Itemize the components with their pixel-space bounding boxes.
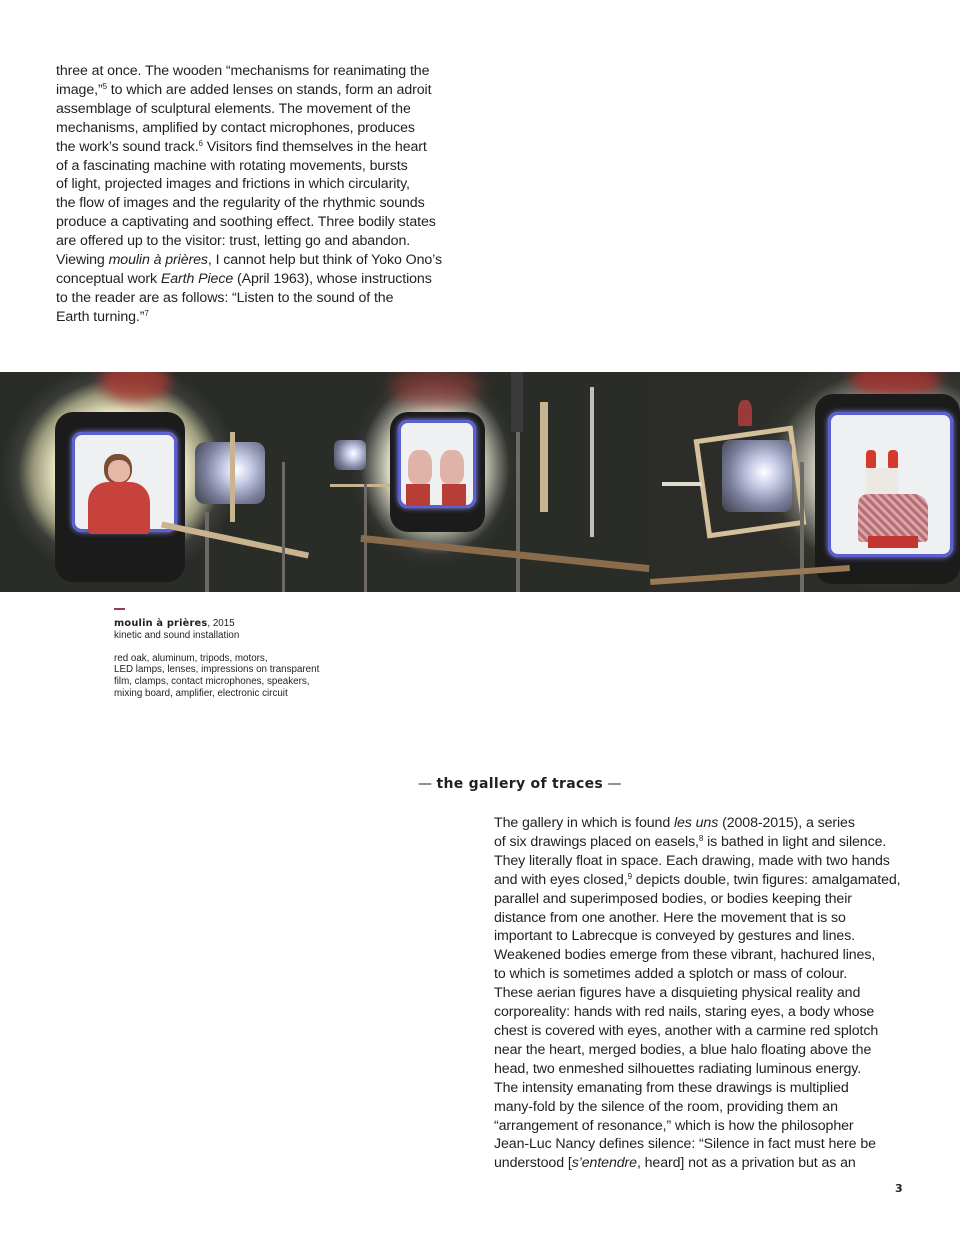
artwork-materials-4: mixing board, amplifier, electronic circuit: [114, 687, 288, 699]
text-line: of a fascinating machine with rotating movements, bursts: [56, 157, 408, 174]
text-line: parallel and superimposed bodies, or bodies keeping their: [494, 890, 852, 907]
heading-dash-left: —: [418, 776, 437, 792]
installation-photo-strip: [0, 372, 960, 592]
section-heading: [418, 776, 621, 792]
text-line: are offered up to the visitor: trust, letting go and abandon.: [56, 233, 411, 250]
body-paragraph-top: [56, 62, 456, 327]
figure-covering-face: [88, 454, 150, 534]
artwork-title-line: [114, 618, 319, 630]
text-line: The intensity emanating from these drawings is multiplied: [494, 1079, 849, 1096]
text-line: corporeality: hands with red nails, staring eyes, a body whose: [494, 1004, 875, 1021]
text-line: “arrangement of resonance,” which is how the philosopher: [494, 1117, 854, 1134]
text-line: chest is covered with eyes, another with a carmine red splotch: [494, 1022, 879, 1039]
photo-panel-hands: [320, 372, 650, 592]
text-line: head, two enmeshed silhouettes radiating luminous energy.: [494, 1060, 862, 1077]
text-line: mechanisms, amplified by contact microphones, produces: [56, 119, 415, 136]
text-line: distance from one another. Here the movement that is so: [494, 909, 846, 926]
italic-title: Earth Piece: [160, 270, 234, 287]
artwork-materials-2: LED lamps, lenses, impressions on transparent: [114, 664, 320, 676]
text-line: assemblage of sculptural elements. The movement of the: [56, 100, 411, 117]
text-line: and with eyes closed,$^9$ depicts double, twin figures: amalgamated,: [494, 871, 901, 888]
text-line: Viewing moulin à prières, I cannot help but think of Yoko Ono’s: [56, 252, 442, 269]
artwork-caption: [114, 608, 319, 699]
page-number: 3: [895, 1182, 903, 1195]
footnote-marker: 8: [698, 833, 704, 843]
text-line: produce a captivating and soothing effect. Three bodily states: [56, 214, 436, 231]
text-line: Weakened bodies emerge from these vibrant, hachured lines,: [494, 947, 876, 964]
artwork-materials-3: film, clamps, contact microphones, speakers,: [114, 675, 310, 687]
text-line: near the heart, merged bodies, a blue halo floating above the: [494, 1041, 872, 1058]
text-line: three at once. The wooden “mechanisms for reanimating the: [56, 63, 430, 79]
text-line: They literally float in space. Each drawing, made with two hands: [494, 852, 890, 869]
italic-title: s’entendre: [571, 1155, 637, 1172]
heading-text: the gallery of traces: [436, 776, 604, 792]
text-line: These aerian figures have a disquieting physical reality and: [494, 985, 861, 1002]
photo-panel-face: [0, 372, 320, 592]
text-line: of six drawings placed on easels,$^8$ is bathed in light and silence.: [494, 833, 887, 850]
italic-title: moulin à prières: [108, 252, 208, 269]
text-line: understood [s’entendre, heard] not as a privation but as an: [494, 1155, 856, 1172]
photo-panel-legs: [650, 372, 960, 592]
text-line: image,”$^5$ to which are added lenses on stands, form an adroit: [56, 81, 432, 98]
text-line: important to Labrecque is conveyed by gestures and lines.: [494, 928, 856, 945]
artwork-materials-1: red oak, aluminum, tripods, motors,: [114, 652, 268, 664]
heading-dash-right: —: [603, 776, 622, 792]
footnote-marker: 5: [102, 81, 107, 91]
text-line: of light, projected images and frictions in which circularity,: [56, 176, 410, 193]
open-hands: [406, 450, 468, 506]
text-line: The gallery in which is found les uns (2008-2015), a series: [494, 815, 855, 831]
text-line: to which is sometimes added a splotch or mass of colour.: [494, 966, 848, 983]
footnote-marker: 6: [198, 138, 203, 148]
text-line: to the reader are as follows: “Listen to the sound of the: [56, 289, 394, 306]
text-line: conceptual work Earth Piece (April 1963), whose instructions: [56, 270, 432, 287]
italic-title: les uns: [673, 815, 719, 831]
artwork-type: kinetic and sound installation: [114, 629, 240, 641]
legs-patterned-fabric: [858, 450, 930, 550]
body-paragraph-gallery: [494, 814, 914, 1173]
artwork-title: moulin à prières: [114, 618, 208, 629]
text-line: many-fold by the silence of the room, providing them an: [494, 1098, 838, 1115]
artwork-year: , 2015: [207, 618, 235, 629]
text-line: the work’s sound track.$^6$ Visitors find themselves in the heart: [56, 138, 427, 155]
text-line: Earth turning.”$^7$: [56, 308, 149, 325]
footnote-marker: 7: [144, 308, 149, 318]
footnote-marker: 9: [627, 871, 632, 881]
text-line: Jean-Luc Nancy defines silence: “Silence in fact must here be: [494, 1136, 876, 1153]
caption-accent-dash: [114, 608, 125, 610]
text-line: the flow of images and the regularity of the rhythmic sounds: [56, 195, 425, 212]
